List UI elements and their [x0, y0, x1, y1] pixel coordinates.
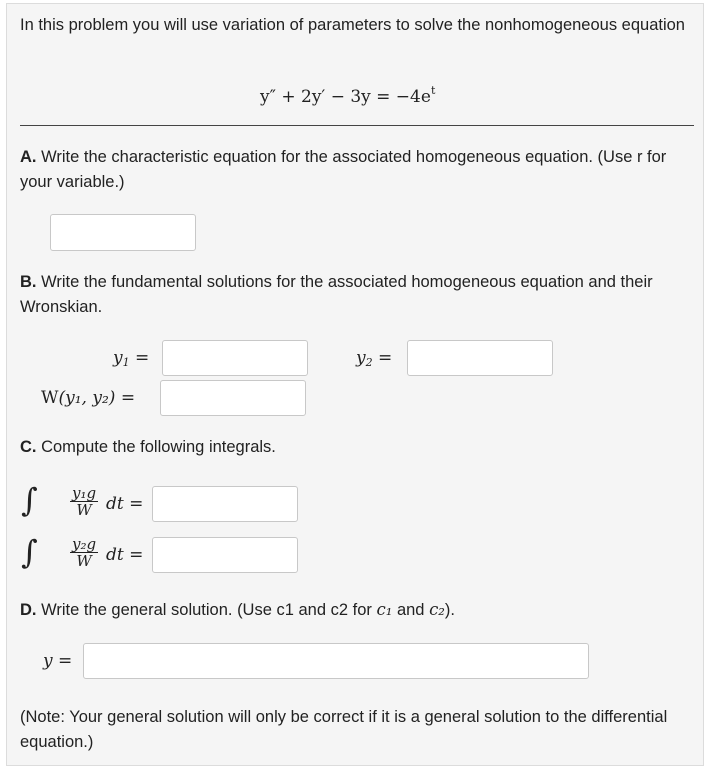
integral-1-numerator: y₁g: [72, 484, 97, 502]
part-b-letter: B.: [20, 273, 37, 291]
note-text: (Note: Your general solution will only be correct if it is a general solution to the differential equation.): [20, 708, 668, 751]
integral-1-dt: dt =: [106, 494, 144, 514]
wronskian-label: W(y₁, y₂) =: [41, 388, 136, 408]
part-d-prompt: [20, 597, 700, 623]
part-b-prompt: [20, 270, 700, 320]
wronskian-input[interactable]: [160, 380, 306, 416]
integral-1-fraction: [70, 485, 98, 518]
y2-label: $y_2$ =: [356, 348, 393, 369]
integral-2-input[interactable]: [152, 537, 298, 573]
main-equation-exponent: t: [430, 84, 436, 97]
part-d-text-after: ).: [444, 601, 456, 619]
integral-2-fraction: [70, 536, 98, 569]
y2-input[interactable]: [407, 340, 553, 376]
part-c-text: Compute the following integrals.: [41, 438, 276, 456]
y1-input[interactable]: [162, 340, 308, 376]
part-a-letter: A.: [20, 148, 37, 166]
integral-2-dt: dt =: [106, 545, 144, 565]
general-solution-input[interactable]: [83, 643, 589, 679]
part-d-letter: D.: [20, 601, 37, 619]
part-c-prompt: [20, 435, 700, 460]
integral-sign-2: ∫: [21, 533, 38, 571]
y1-label: $y_1$ =: [113, 348, 150, 369]
integral-1-denominator: W: [76, 501, 92, 519]
integral-sign-1: ∫: [21, 481, 38, 519]
section-divider: [20, 125, 694, 126]
part-c-letter: C.: [20, 438, 37, 456]
integral-2-numerator: y₂g: [72, 535, 97, 553]
c1-symbol: c₁: [376, 600, 393, 619]
main-equation: [260, 84, 435, 107]
part-d-and: and: [396, 601, 425, 619]
integral-1-input[interactable]: [152, 486, 298, 522]
characteristic-equation-input[interactable]: [50, 214, 196, 251]
part-b-text: Write the fundamental solutions for the associated homogeneous equation and their Wronskian.: [20, 273, 653, 316]
main-equation-body: y″ + 2y′ − 3y = −4e: [260, 87, 431, 107]
problem-panel: [6, 3, 704, 766]
part-a-prompt: [20, 145, 700, 195]
part-a-text: Write the characteristic equation for the associated homogeneous equation. (Use r for your variable.): [20, 148, 667, 191]
intro-text: In this problem you will use variation of parameters to solve the nonhomogeneous equation: [20, 16, 685, 34]
c2-symbol: c₂: [429, 600, 445, 619]
general-solution-label: y =: [43, 651, 73, 671]
part-d-text-before: Write the general solution. (Use c1 and c2 for: [41, 601, 372, 619]
integral-2-denominator: W: [76, 552, 92, 570]
